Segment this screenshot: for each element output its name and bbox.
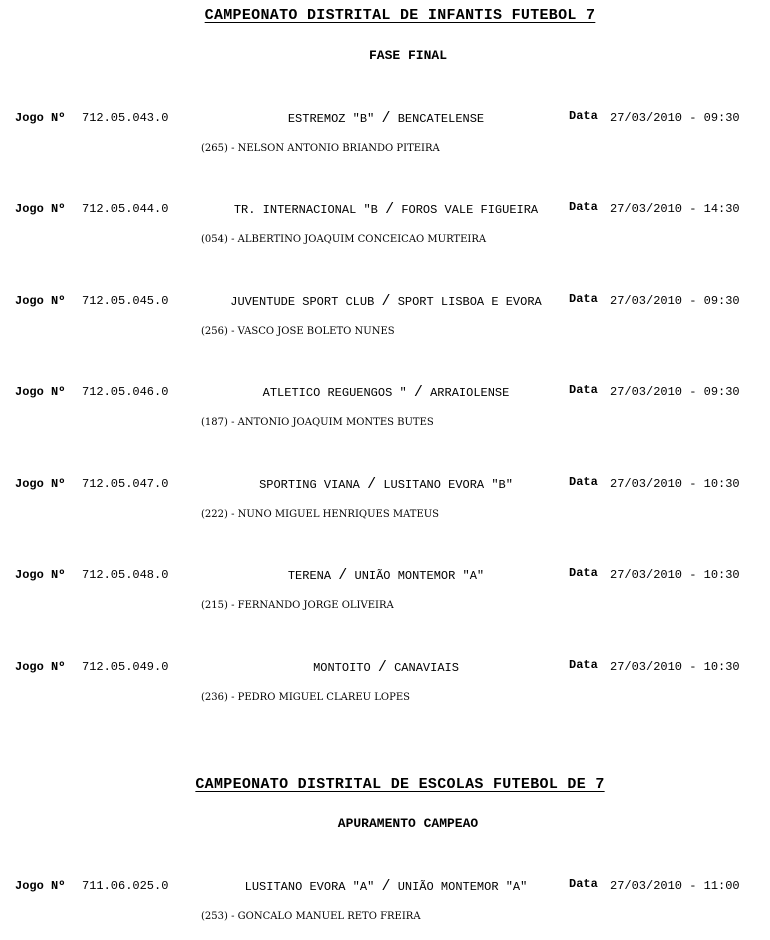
date-label: Data xyxy=(569,109,598,123)
referee: (265) - NELSON ANTONIO BRIANDO PITEIRA xyxy=(201,143,440,154)
date-label: Data xyxy=(569,566,598,580)
game-entry xyxy=(0,879,770,939)
home-team: LUSITANO EVORA "A" xyxy=(244,880,375,894)
date-label: Data xyxy=(569,383,598,397)
game-datetime: 27/03/2010 - 10:30 xyxy=(610,660,740,674)
date-label: Data xyxy=(569,475,598,489)
game-entry xyxy=(0,660,770,720)
game-datetime: 27/03/2010 - 11:00 xyxy=(610,879,740,893)
game-datetime: 27/03/2010 - 14:30 xyxy=(610,202,740,216)
game-entry xyxy=(0,202,770,262)
teams: MONTOITO / CANAVIAIS xyxy=(313,659,459,676)
home-team: TERENA xyxy=(287,569,332,583)
game-datetime: 27/03/2010 - 10:30 xyxy=(610,477,740,491)
game-label: Jogo Nº xyxy=(15,568,66,582)
section-title: CAMPEONATO DISTRITAL DE ESCOLAS FUTEBOL DE 7 xyxy=(195,776,605,793)
away-team: ARRAIOLENSE xyxy=(430,386,510,400)
game-number: 712.05.048.0 xyxy=(82,568,169,582)
date-label: Data xyxy=(569,292,598,306)
date-label: Data xyxy=(569,200,598,214)
teams: TR. INTERNACIONAL "B / FOROS VALE FIGUEIRA xyxy=(233,201,539,218)
home-team: TR. INTERNACIONAL "B xyxy=(233,203,378,217)
teams: LUSITANO EVORA "A" / UNIÃO MONTEMOR "A" xyxy=(244,878,528,895)
game-label: Jogo Nº xyxy=(15,385,66,399)
game-entry xyxy=(0,294,770,354)
game-label: Jogo Nº xyxy=(15,111,66,125)
game-number: 711.06.025.0 xyxy=(82,879,169,893)
game-entry xyxy=(0,568,770,628)
referee: (253) - GONCALO MANUEL RETO FREIRA xyxy=(201,911,421,922)
game-label: Jogo Nº xyxy=(15,477,66,491)
referee: (187) - ANTONIO JOAQUIM MONTES BUTES xyxy=(201,417,434,428)
referee: (215) - FERNANDO JORGE OLIVEIRA xyxy=(201,600,394,611)
game-number: 712.05.043.0 xyxy=(82,111,169,125)
game-number: 712.05.046.0 xyxy=(82,385,169,399)
game-label: Jogo Nº xyxy=(15,879,66,893)
game-entry xyxy=(0,111,770,171)
referee: (222) - NUNO MIGUEL HENRIQUES MATEUS xyxy=(201,509,440,520)
game-number: 712.05.045.0 xyxy=(82,294,169,308)
referee: (256) - VASCO JOSE BOLETO NUNES xyxy=(201,326,395,337)
referee: (054) - ALBERTINO JOAQUIM CONCEICAO MURTEIRA xyxy=(201,234,487,245)
section-subtitle: FASE FINAL xyxy=(368,48,447,63)
game-label: Jogo Nº xyxy=(15,202,66,216)
teams: JUVENTUDE SPORT CLUB / SPORT LISBOA E EVORA xyxy=(230,293,542,310)
date-label: Data xyxy=(569,658,598,672)
teams: SPORTING VIANA / LUSITANO EVORA "B" xyxy=(259,476,513,493)
game-number: 712.05.049.0 xyxy=(82,660,169,674)
home-team: SPORTING VIANA xyxy=(259,478,360,492)
game-label: Jogo Nº xyxy=(15,294,66,308)
section-title: CAMPEONATO DISTRITAL DE INFANTIS FUTEBOL 7 xyxy=(204,7,596,24)
teams: TERENA / UNIÃO MONTEMOR "A" xyxy=(287,567,485,584)
section-subtitle: APURAMENTO CAMPEAO xyxy=(337,816,479,831)
game-number: 712.05.047.0 xyxy=(82,477,169,491)
away-team: SPORT LISBOA E EVORA xyxy=(397,295,542,309)
home-team: JUVENTUDE SPORT CLUB xyxy=(230,295,375,309)
referee: (236) - PEDRO MIGUEL CLAREU LOPES xyxy=(201,692,410,703)
away-team: LUSITANO EVORA "B" xyxy=(383,478,513,492)
game-entry xyxy=(0,477,770,537)
date-label: Data xyxy=(569,877,598,891)
away-team: UNIÃO MONTEMOR "A" xyxy=(354,569,485,583)
game-datetime: 27/03/2010 - 09:30 xyxy=(610,294,740,308)
away-team: FOROS VALE FIGUEIRA xyxy=(401,203,539,217)
game-entry xyxy=(0,385,770,445)
game-datetime: 27/03/2010 - 09:30 xyxy=(610,385,740,399)
teams: ATLETICO REGUENGOS " / ARRAIOLENSE xyxy=(262,384,510,401)
game-datetime: 27/03/2010 - 09:30 xyxy=(610,111,740,125)
away-team: CANAVIAIS xyxy=(394,661,459,675)
game-label: Jogo Nº xyxy=(15,660,66,674)
game-datetime: 27/03/2010 - 10:30 xyxy=(610,568,740,582)
home-team: MONTOITO xyxy=(313,661,371,675)
game-number: 712.05.044.0 xyxy=(82,202,169,216)
home-team: ATLETICO REGUENGOS " xyxy=(262,386,407,400)
teams: ESTREMOZ "B" / BENCATELENSE xyxy=(287,110,485,127)
away-team: UNIÃO MONTEMOR "A" xyxy=(397,880,528,894)
home-team: ESTREMOZ "B" xyxy=(287,112,375,126)
away-team: BENCATELENSE xyxy=(397,112,485,126)
